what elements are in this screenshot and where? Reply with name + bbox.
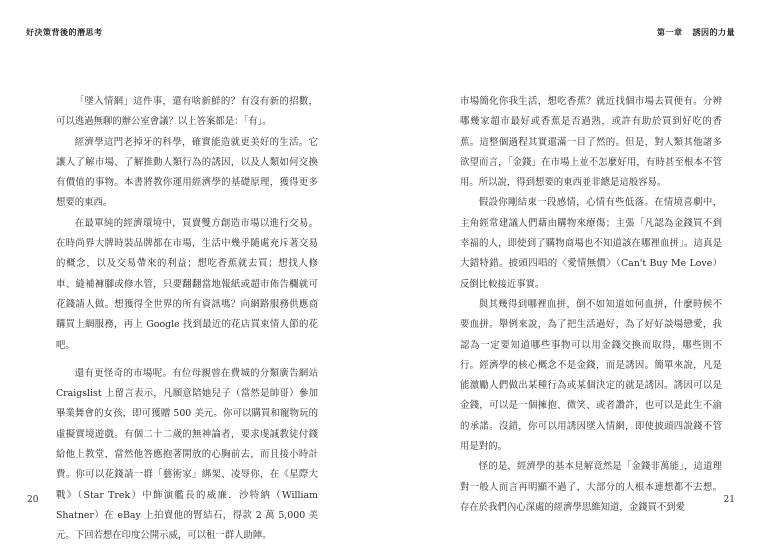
page-number: 21 [723,495,735,505]
running-head [26,27,103,38]
paragraph: 市場簡化你我生活，想吃香蕉？就近找個市場去買便有。分辨哪幾家超市最好或香蕉是否過熟，或許有助於買到好吃的香蕉。這整個過程其實還滿一目了然的。但是，對人類其他諸多欲望而言，「金錢」在市場上並不怎麼好用，有時甚至根本不管用。所以說，得到想要的東西並非總是這般容易。 [460,96,722,189]
page-number: 20 [27,495,39,505]
book-title: 好決策背後的潛思考 [26,27,103,37]
chapter-number: 第一章 [657,27,683,37]
paragraph: 假設你剛結束一段感情，心情有些低落。在情境喜劇中，主角經常建議人們藉由購物來療傷；主張「凡認為金錢買不到幸福的人，即使到了購物商場也不知道該在哪裡血拼」。這真是大錯特錯。披頭四唱的〈愛情無價〉（Can't Buy Me Love）反倒比較接近事實。 [460,197,722,290]
running-head [657,27,735,38]
paragraph: 經濟學這門老掉牙的科學，確實能造就更美好的生活。它讓人了解市場、了解推動人類行為的誘因，以及人類如何交換有價值的事物。本書將教你運用經濟學的基礎原理，獲得更多想要的東西。 [56,136,318,209]
body-text [56,92,318,547]
right-page [381,0,761,540]
paragraph: 與其幾得到哪裡血拼，倒不如知道如何血拼，什麼時候不要血拼。舉例來說，為了把生活過好，為了好好談場戀愛，我認為一定要知道哪些事物可以用金錢交換而取得，哪些則不行。經濟學的核心概念不是金錢，而是誘因。簡單來說，凡是能激勵人們做出某種行為或某個決定的就是誘因。誘因可以是金錢，可以是一個擁抱、微笑、或者讚許，也可以是此生不渝的承諾。沒錯，你可以用誘因墜入情網，即使披頭四說錢不管用是對的。 [460,298,722,453]
paragraph: 在最單純的經濟環境中，買賣雙方創造市場以進行交易。在時尚界大牌時裝品牌都在市場，生活中幾乎隨處充斥著交易的概念，以及交易帶來的利益；想吃香蕉就去買；想找人修車、縫補褲腳或修水管，只要翻翻當地報紙或超市佈告欄就可花錢請人做。想獲得全世界的所有資訊嗎？向網路服務供應商購買上網服務，再上 Google 找到最近的花店買束情人節的花吧。 [56,217,318,351]
paragraph: 還有更怪奇的市場呢。有位母親曾在費城的分類廣告網站 Craigslist 上留言表示，凡願意陪她兒子（當然是帥哥）參加畢業舞會的女孩，即可獲贈 500 美元。你可以購買和寵物玩的虛擬實境遊戲。有個二十二歲的無神論者，要求虔誠教徒付錢給他上教堂，當然他答應抱著開放的心胸前去，而且接小時計費。你可以花錢請一群「藝術家」綁架、凌辱你，在《星際大戰》（Star Trek）中飾演艦長的威廉．沙特納（William Shatner）在 eBay 上拍賣他的腎結石，得款 2 萬 5,000 美元。下回若想在印度公開示威，可以租一群人助陣。 [56,367,318,542]
paragraph: 「墜入情網」這件事，還有啥新鮮的？有沒有新的招數，可以逃過無聊的辦公室會議？以上答案都是：「有」。 [56,96,318,128]
paragraph: 怪的是，經濟學的基本見解竟然是「金錢非萬能」，這道理對一般人而言再明顯不過了，大部分的人根本連想都不去想。存在於我們內心深處的經濟學思維知道，金錢買不到愛 [460,461,722,513]
chapter-title: 誘因的力量 [692,27,735,37]
body-text [460,92,722,518]
left-page [0,0,380,540]
